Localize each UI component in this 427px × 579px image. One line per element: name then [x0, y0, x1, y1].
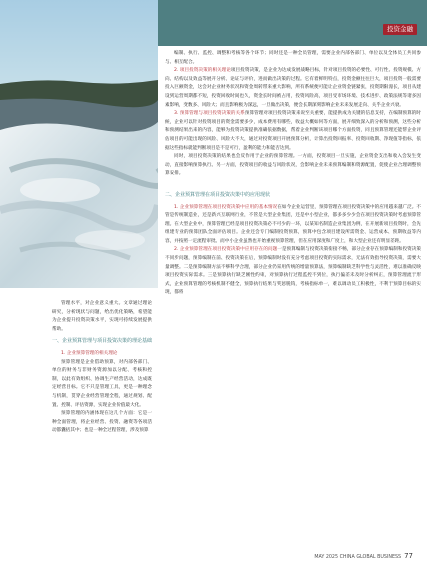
paragraph-text: 预算管理对项目投资决策来说至关重要，能提供成为关键的信息支持，在编制预算的时候，企业可以针对投资项目的资金需要多少，成本费用有哪些，收益大概如何等方面，展开细致深入的分析和预测，这些分析和预测结果出来的内容，能够为投资决策提供准确依据数据，帮着企业判断该项目哪个方面投资，同且预算管理还能帮企业评估项目的可能出现的风险、风险大不大，通过对投资项目开展预算分析，计算出投资回报率、投资回收期、净现值等指标，依据这些指标就能判断项目是不是可行，盈利的能力和能否达到。 [165, 111, 421, 151]
paragraph: 预算管理是企业借助预算，对内部各部门、单位的财务与非财务资源加以分配、考核和控制，以此有效组织、协调生产经营活动，达成既定经营目标。它不只是管理工具，更是一种理念与机制，贯穿企业经营管理全程，通过规划、配置、控制、评估资源，实现企业价值最大化。 [52, 359, 152, 408]
page-footer [314, 552, 413, 560]
subsection-heading: 3. 预算管理与项目投资决策的关系 [174, 111, 245, 117]
left-text-column [52, 300, 152, 436]
section-heading: 一、企业预算管理与项目投资决策的理论基础 [52, 338, 153, 345]
subsection-paragraph [165, 110, 421, 153]
paragraph-text: 在如今企业运营里，预算管理在项目投资决策中的应用越来越广泛。不管是传统制造业，还是新兴互联网行业，不管是大型企业集团，还是中小型企业，都多多少少会在项目投资决策时考虑预算管理。在大型企业中，预算管理已经是项目投资决策必不可少的一环，以某知名制造企业集团为例，在开展新项目投资时，会先组建专业的预算团队全面评估项目。企业还会专门编制投资预算，预算中包含项目建设所需资金、运营成本、预期收益等内容，并按照一定流程审批。而中小企业虽然也开始重视预算管理，但在应用深度和广度上，和大型企业还有明显差距。 [165, 204, 421, 244]
salt-flat-photo [0, 0, 158, 288]
landscape-illustration [0, 0, 158, 288]
paragraph: 同时，项目投资决策的结果也会反作用于企业的预算管理。一方面，投资项目一旦实施，企业资金支出和收入会发生变动，直接影响预算执行。另一方面，投资项目的收益与风险状况，会影响企业未来预算编制和资源配置，促使企业合理调整预算安排。 [165, 154, 421, 177]
subsection-heading: 1. 企业预算管理的相关理论 [61, 350, 118, 356]
subsection-paragraph [165, 204, 421, 247]
paragraph-text: 项目投资决策，是企业为达成发展战略目标，针对项目投资的必要性、可行性、投资规模、方向、结构以及效益等展开分析、论证与评价，进而做出决策的过程。它有着鲜明特点，投资金额往往巨大，项目投资一般需要投入巨额资金，这会对企业财务状况和资金周转带来重大影响，所有系统便可能让企业资金链紧张，投资期限漫长，项目从建设到运营周期都不短，投资回收时间也久，资金长时间被占用，投资风险高，项目受市场环境、技术进步、政策法规等诸多因素影响，变数多、风险大；而且影响极为深远，一旦做出决策，便会长期深刻影响企业未来发展走向、关乎企业兴衰。 [165, 68, 421, 108]
subsection-paragraph [165, 67, 421, 110]
right-text-column [165, 50, 421, 298]
subsection-paragraph [52, 350, 152, 359]
spacer [165, 179, 421, 188]
subsection-heading: 2. 企业预算管理在项目投资决策中应用存在的问题 [174, 247, 278, 253]
subsection-paragraph [165, 246, 421, 298]
header-bar [158, 0, 427, 46]
section-tag: 投资金融 [383, 24, 417, 35]
paragraph: 管理水平，对企业意义重大。文章通过理论研究，分析现状与问题，给出优化策略，希望能为企业提升投资决策水平，实现可持续发展提供帮助。 [52, 301, 152, 332]
page-number: 77 [404, 552, 413, 560]
subsection-heading: 2. 项目投资决策的相关理论 [174, 68, 231, 74]
footer-issue: MAY 2025 CHINA GLOBAL BUSINESS [314, 555, 402, 560]
paragraph: 预算管理的内涵体现在这几个方面：它是一种全面管理，将企业经营、投资、融资等各项活动都囊括其中；也是一种全过程管理，涉及预算 [52, 411, 152, 434]
paragraph-text: 一是预算编制与投资决策衔接不畅，部分企业存在预算编制和投资决策不同步问题，预算编制在前、投资决策在后，预算编制时没有充分考虑项目投资的实际需求，无法有效指导投资决策，需要大量调整。二是预算编制方法不够科学合理，部分企业仍采用传统的增量预算法，预算编制缺乏科学性与灵活性，难以准确反映项目投资实际需求。三是预算执行缺乏刚性约束，对预算执行过程监控不到位，执行偏差未及时分析纠正，预算管理流于形式，企业预算管理的考核机制不健全，预算执行结果与奖惩脱钩，考核指标单一，难以调动员工积极性，不利于预算目标的实现，都将 [165, 247, 421, 296]
subsection-heading: 1. 企业预算管理在项目投资决策中应用的基本情况 [174, 204, 278, 210]
paragraph: 编制、执行、监控、调整和考核等各个环节；同时还是一种全员管理，需要企业内部各部门、单位以及全体员工共同参与、相互配合。 [165, 51, 421, 65]
section-heading: 二、企业预算管理在项目投资决策中的应用现状 [165, 191, 271, 198]
